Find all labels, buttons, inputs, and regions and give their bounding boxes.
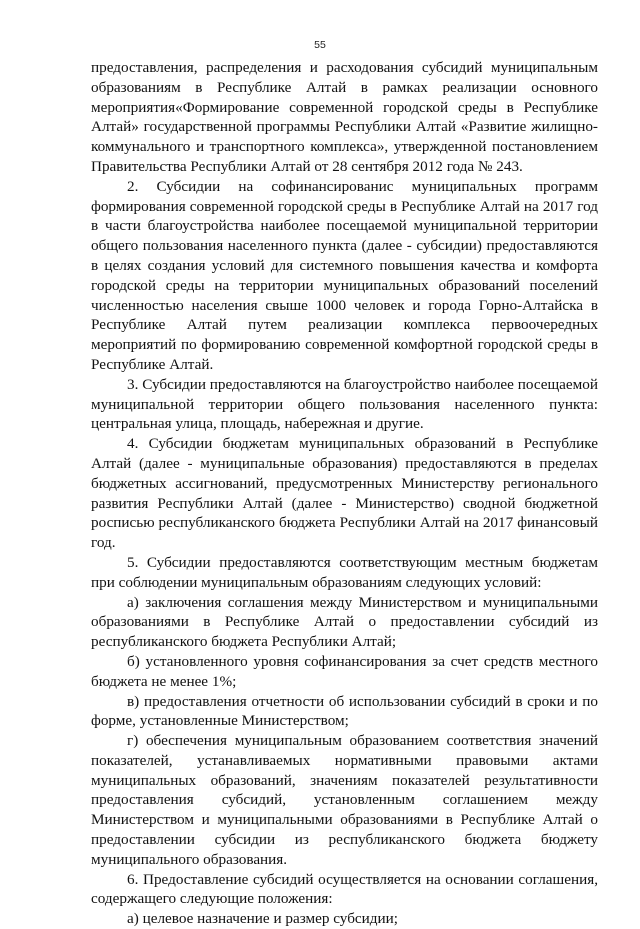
page-number: 55 <box>314 39 326 51</box>
document-body <box>91 58 598 929</box>
list-item-5c: в) предоставления отчетности об использовании субсидий в сроки и по форме, установленные Министерством; <box>91 692 598 730</box>
paragraph-5: 5. Субсидии предоставляются соответствующим местным бюджетам при соблюдении муниципальным образованиям следующих условий: <box>91 553 598 591</box>
list-item-5d: г) обеспечения муниципальным образованием соответствия значений показателей, устанавливаемых нормативными правовыми актами муниципальных образований, значениям показателей результативности предоставления субсидий, установленным соглашением между Министерством и муниципальными образованиями в Республике Алтай о предоставлении субсидии из республиканского бюджета бюджету муниципального образования. <box>91 732 598 868</box>
paragraph-1-continuation: предоставления, распределения и расходования субсидий муниципальным образованиям в Республике Алтай в рамках реализации основного мероприятия«Формирование современной городской среды в Республике Алтай» государственной программы Республики Алтай «Развитие жилищно-коммунального и транспортного комплекса», утвержденной постановлением Правительства Республики Алтай от 28 сентября 2012 года № 243. <box>91 59 598 175</box>
paragraph-4: 4. Субсидии бюджетам муниципальных образований в Республике Алтай (далее - муниципальные образования) предоставляются в пределах бюджетных ассигнований, предусмотренных Министерству регионального развития Республики Алтай (далее - Министерство) сводной бюджетной росписью республиканского бюджета Республики Алтай на 2017 финансовый год. <box>91 435 598 552</box>
paragraph-3: 3. Субсидии предоставляются на благоустройство наиболее посещаемой муниципальной территории общего пользования населенного пункта: центральная улица, площадь, набережная и другие. <box>91 375 598 433</box>
list-item-5b: б) установленного уровня софинансирования за счет средств местного бюджета не менее 1%; <box>91 652 598 690</box>
paragraph-2: 2. Субсидии на софинансированис муниципальных программ формирования современной городской среды в Республике Алтай на 2017 год в части благоустройства наиболее посещаемой муниципальной территории общего пользования населенного пункта (далее - субсидии) предоставляются в целях создания условий для системного повышения качества и комфорта городской среды на территории муниципальных образований поселений численностью населения свыше 1000 человек и города Горно-Алтайска в Республике Алтай путем реализации комплекса первоочередных мероприятий по формированию современной комфортной городской среды в Республике Алтай. <box>91 177 598 373</box>
list-item-6a: а) целевое назначение и размер субсидии; <box>127 910 398 928</box>
list-item-5a: а) заключения соглашения между Министерством и муниципальными образованиями в Республике Алтай о предоставлении субсидий из республиканского бюджета Республики Алтай; <box>91 593 598 651</box>
paragraph-6: 6. Предоставление субсидий осуществляется на основании соглашения, содержащего следующие положения: <box>91 870 598 908</box>
